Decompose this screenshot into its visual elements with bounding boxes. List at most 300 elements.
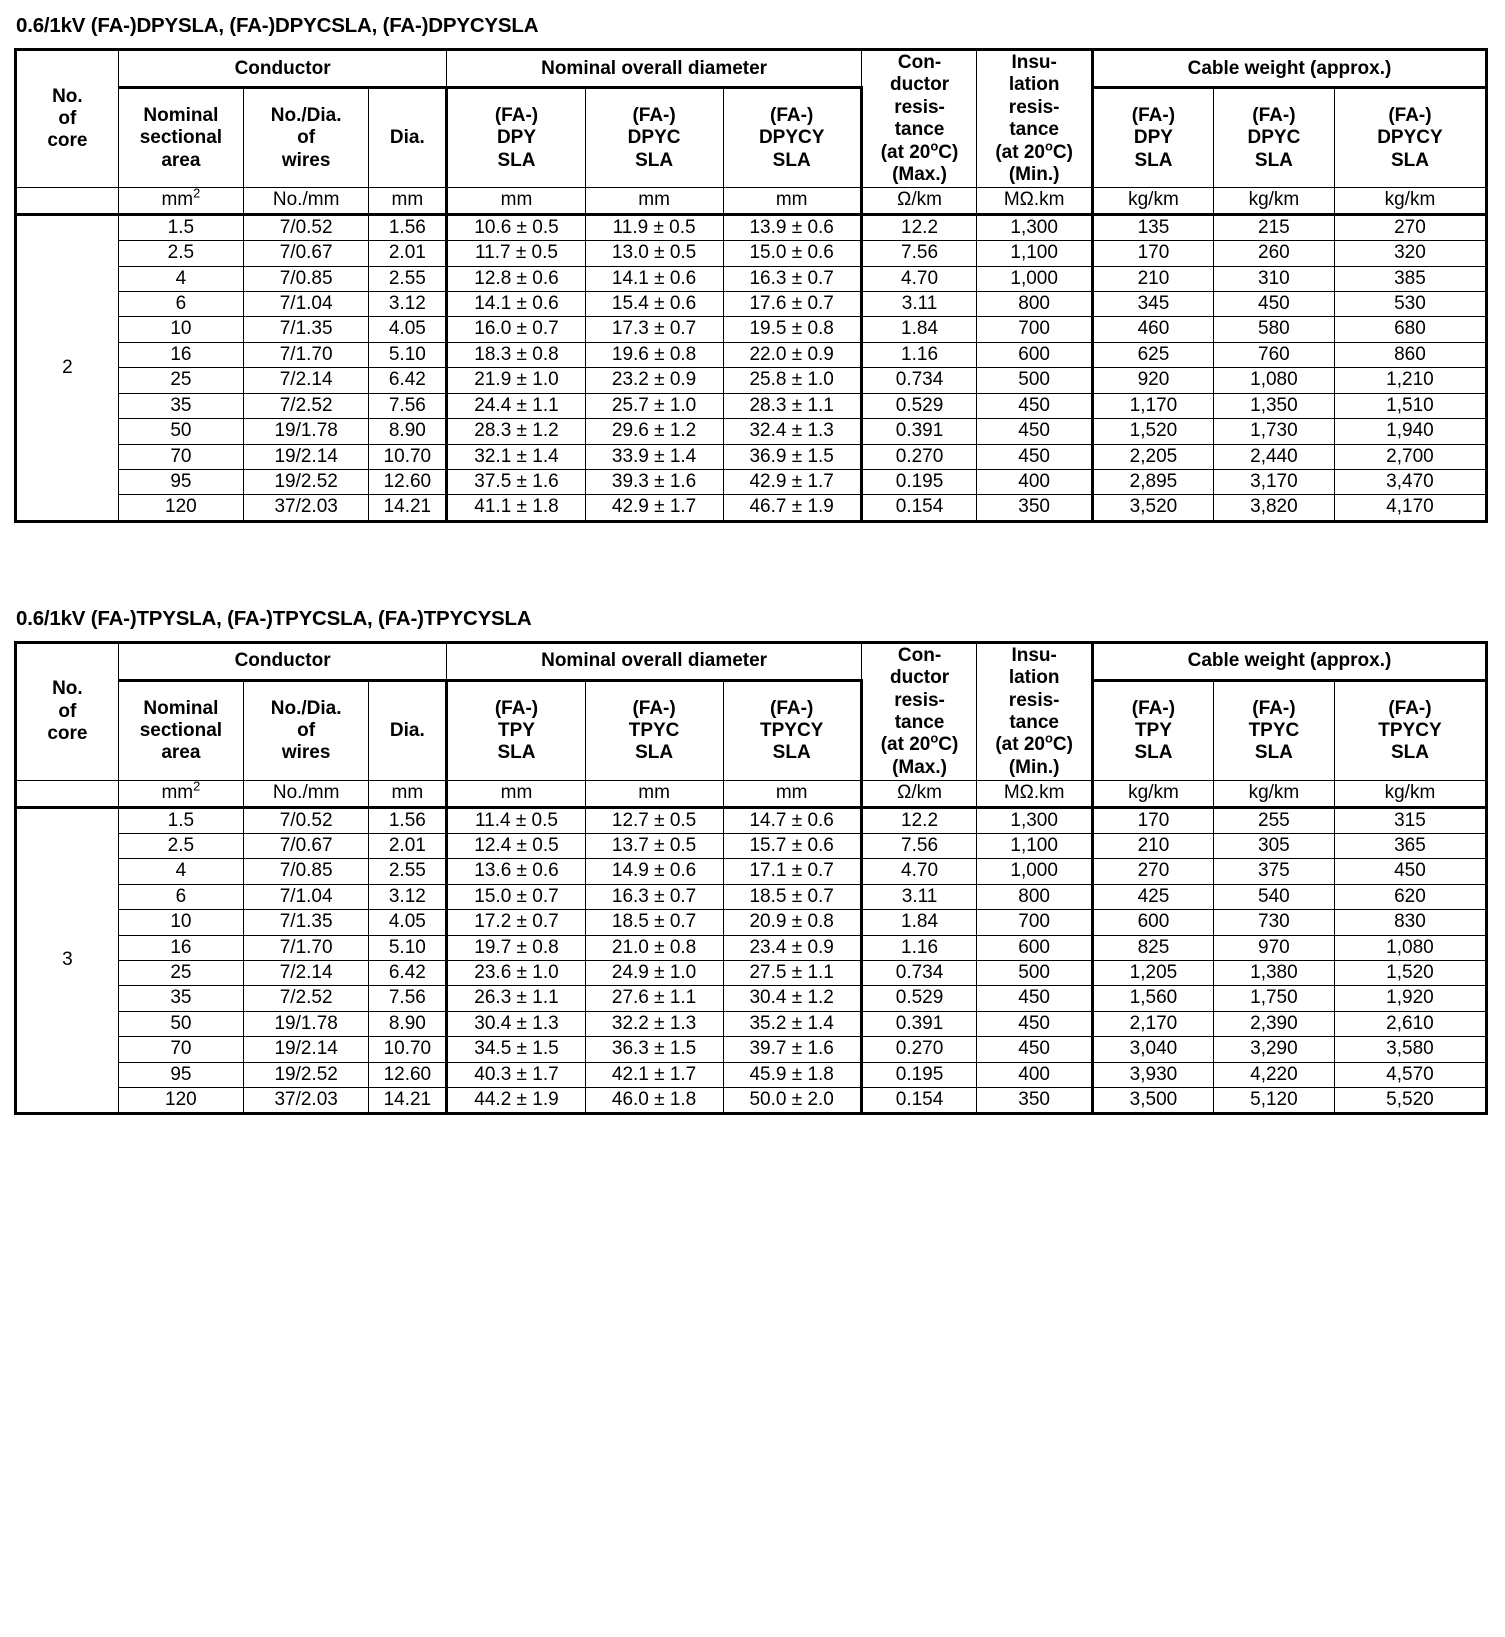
table-row bbox=[16, 1011, 1487, 1036]
cell-conductor-resistance: 0.154 bbox=[861, 1088, 977, 1114]
cell-nominal-sectional-area: 95 bbox=[118, 469, 243, 494]
header-od-dpysla: (FA-) DPY SLA bbox=[447, 88, 585, 188]
cell-od-1: 19.7 ± 0.8 bbox=[447, 935, 585, 960]
header-weight-dpysla: (FA-) DPY SLA bbox=[1092, 88, 1213, 188]
unit-wires: No./mm bbox=[244, 781, 369, 807]
header-dia: Dia. bbox=[369, 88, 447, 188]
table-row bbox=[16, 859, 1487, 884]
unit-od3: mm bbox=[723, 188, 861, 214]
cell-od-2: 21.0 ± 0.8 bbox=[585, 935, 723, 960]
table-units-row bbox=[16, 781, 1487, 807]
header-conductor-resistance: Con- ductor resis- tance (at 20$^o$C) (Max.) bbox=[861, 642, 977, 780]
unit-weight2: kg/km bbox=[1213, 781, 1334, 807]
cell-od-2: 11.9 ± 0.5 bbox=[585, 214, 723, 240]
cell-insulation-resistance: 600 bbox=[977, 342, 1093, 367]
cell-insulation-resistance: 1,000 bbox=[977, 859, 1093, 884]
table-body-dpysla bbox=[16, 214, 1487, 521]
cell-weight-1: 460 bbox=[1092, 317, 1213, 342]
cell-od-2: 23.2 ± 0.9 bbox=[585, 368, 723, 393]
cell-weight-2: 1,750 bbox=[1213, 986, 1334, 1011]
header-od-dpycysla: (FA-) DPYCY SLA bbox=[723, 88, 861, 188]
cell-weight-3: 1,520 bbox=[1334, 961, 1486, 986]
cell-weight-1: 210 bbox=[1092, 833, 1213, 858]
header-group-conductor: Conductor bbox=[118, 50, 447, 88]
cell-weight-1: 1,205 bbox=[1092, 961, 1213, 986]
cell-dia: 10.70 bbox=[369, 1037, 447, 1062]
cell-od-3: 50.0 ± 2.0 bbox=[723, 1088, 861, 1114]
cell-no-of-core: 2 bbox=[16, 214, 119, 521]
cell-weight-1: 1,170 bbox=[1092, 393, 1213, 418]
cable-spec-table-tpysla bbox=[14, 641, 1488, 1116]
cell-nominal-sectional-area: 35 bbox=[118, 393, 243, 418]
cell-no-dia-of-wires: 7/0.67 bbox=[244, 833, 369, 858]
cell-weight-3: 3,470 bbox=[1334, 469, 1486, 494]
cell-insulation-resistance: 450 bbox=[977, 986, 1093, 1011]
cell-nominal-sectional-area: 16 bbox=[118, 935, 243, 960]
cell-dia: 14.21 bbox=[369, 495, 447, 521]
cell-weight-3: 4,570 bbox=[1334, 1062, 1486, 1087]
header-no-dia-of-wires: No./Dia. of wires bbox=[244, 681, 369, 781]
cell-insulation-resistance: 350 bbox=[977, 1088, 1093, 1114]
cell-od-3: 15.0 ± 0.6 bbox=[723, 241, 861, 266]
unit-weight3: kg/km bbox=[1334, 781, 1486, 807]
cell-od-1: 14.1 ± 0.6 bbox=[447, 292, 585, 317]
unit-core bbox=[16, 188, 119, 214]
cell-od-1: 30.4 ± 1.3 bbox=[447, 1011, 585, 1036]
cell-nominal-sectional-area: 1.5 bbox=[118, 214, 243, 240]
cell-od-2: 32.2 ± 1.3 bbox=[585, 1011, 723, 1036]
cell-conductor-resistance: 4.70 bbox=[861, 859, 977, 884]
table-row bbox=[16, 833, 1487, 858]
cell-weight-1: 2,205 bbox=[1092, 444, 1213, 469]
cell-weight-1: 270 bbox=[1092, 859, 1213, 884]
cell-weight-2: 450 bbox=[1213, 292, 1334, 317]
cell-dia: 8.90 bbox=[369, 1011, 447, 1036]
header-group-cable-weight: Cable weight (approx.) bbox=[1092, 642, 1486, 680]
cell-conductor-resistance: 1.16 bbox=[861, 935, 977, 960]
header-weight-dpycsla: (FA-) DPYC SLA bbox=[1213, 88, 1334, 188]
cell-nominal-sectional-area: 50 bbox=[118, 1011, 243, 1036]
cell-od-3: 39.7 ± 1.6 bbox=[723, 1037, 861, 1062]
table-row bbox=[16, 495, 1487, 521]
unit-od3: mm bbox=[723, 781, 861, 807]
cell-weight-3: 450 bbox=[1334, 859, 1486, 884]
cell-insulation-resistance: 450 bbox=[977, 419, 1093, 444]
cell-od-3: 17.6 ± 0.7 bbox=[723, 292, 861, 317]
cell-nominal-sectional-area: 95 bbox=[118, 1062, 243, 1087]
table-row bbox=[16, 986, 1487, 1011]
cell-od-2: 12.7 ± 0.5 bbox=[585, 807, 723, 833]
cell-dia: 1.56 bbox=[369, 214, 447, 240]
cell-od-1: 10.6 ± 0.5 bbox=[447, 214, 585, 240]
cell-dia: 4.05 bbox=[369, 317, 447, 342]
header-no-of-core: No. of core bbox=[16, 642, 119, 780]
cell-od-2: 33.9 ± 1.4 bbox=[585, 444, 723, 469]
cell-od-1: 34.5 ± 1.5 bbox=[447, 1037, 585, 1062]
cell-od-3: 36.9 ± 1.5 bbox=[723, 444, 861, 469]
cell-od-2: 14.9 ± 0.6 bbox=[585, 859, 723, 884]
cell-od-3: 17.1 ± 0.7 bbox=[723, 859, 861, 884]
cell-weight-2: 5,120 bbox=[1213, 1088, 1334, 1114]
cell-od-1: 40.3 ± 1.7 bbox=[447, 1062, 585, 1087]
table-row bbox=[16, 910, 1487, 935]
cell-od-1: 13.6 ± 0.6 bbox=[447, 859, 585, 884]
cell-weight-1: 1,560 bbox=[1092, 986, 1213, 1011]
cell-insulation-resistance: 800 bbox=[977, 292, 1093, 317]
cable-spec-table-dpysla bbox=[14, 48, 1488, 523]
cell-od-3: 16.3 ± 0.7 bbox=[723, 266, 861, 291]
cell-insulation-resistance: 1,000 bbox=[977, 266, 1093, 291]
cell-dia: 14.21 bbox=[369, 1088, 447, 1114]
cell-conductor-resistance: 7.56 bbox=[861, 241, 977, 266]
cell-no-dia-of-wires: 19/2.14 bbox=[244, 444, 369, 469]
cell-no-dia-of-wires: 7/2.52 bbox=[244, 986, 369, 1011]
cell-dia: 6.42 bbox=[369, 961, 447, 986]
cell-weight-3: 1,080 bbox=[1334, 935, 1486, 960]
cell-od-3: 35.2 ± 1.4 bbox=[723, 1011, 861, 1036]
cell-dia: 2.01 bbox=[369, 241, 447, 266]
cell-weight-2: 215 bbox=[1213, 214, 1334, 240]
cell-dia: 5.10 bbox=[369, 342, 447, 367]
cell-weight-3: 320 bbox=[1334, 241, 1486, 266]
cell-weight-2: 3,290 bbox=[1213, 1037, 1334, 1062]
cell-od-2: 25.7 ± 1.0 bbox=[585, 393, 723, 418]
cell-nominal-sectional-area: 4 bbox=[118, 266, 243, 291]
cell-od-3: 14.7 ± 0.6 bbox=[723, 807, 861, 833]
cell-weight-1: 135 bbox=[1092, 214, 1213, 240]
table-row bbox=[16, 935, 1487, 960]
cell-od-2: 24.9 ± 1.0 bbox=[585, 961, 723, 986]
cell-weight-2: 1,380 bbox=[1213, 961, 1334, 986]
table-row bbox=[16, 884, 1487, 909]
unit-area: $mm^2$ bbox=[118, 781, 243, 807]
cell-od-3: 18.5 ± 0.7 bbox=[723, 884, 861, 909]
cell-weight-2: 580 bbox=[1213, 317, 1334, 342]
cell-od-3: 45.9 ± 1.8 bbox=[723, 1062, 861, 1087]
cell-od-2: 15.4 ± 0.6 bbox=[585, 292, 723, 317]
cell-weight-2: 3,820 bbox=[1213, 495, 1334, 521]
cell-weight-2: 970 bbox=[1213, 935, 1334, 960]
cell-od-3: 19.5 ± 0.8 bbox=[723, 317, 861, 342]
cell-nominal-sectional-area: 6 bbox=[118, 884, 243, 909]
cell-conductor-resistance: 0.734 bbox=[861, 368, 977, 393]
cell-od-2: 13.7 ± 0.5 bbox=[585, 833, 723, 858]
cell-no-dia-of-wires: 19/1.78 bbox=[244, 419, 369, 444]
cell-no-dia-of-wires: 19/2.14 bbox=[244, 1037, 369, 1062]
cell-conductor-resistance: 0.529 bbox=[861, 393, 977, 418]
cell-od-2: 46.0 ± 1.8 bbox=[585, 1088, 723, 1114]
header-insulation-resistance: Insu- lation resis- tance (at 20$^o$C) (Min.) bbox=[977, 642, 1093, 780]
cell-od-2: 19.6 ± 0.8 bbox=[585, 342, 723, 367]
cell-od-2: 16.3 ± 0.7 bbox=[585, 884, 723, 909]
cell-insulation-resistance: 400 bbox=[977, 1062, 1093, 1087]
table-row bbox=[16, 266, 1487, 291]
cell-nominal-sectional-area: 35 bbox=[118, 986, 243, 1011]
cell-nominal-sectional-area: 2.5 bbox=[118, 833, 243, 858]
cell-insulation-resistance: 1,300 bbox=[977, 214, 1093, 240]
cell-od-2: 36.3 ± 1.5 bbox=[585, 1037, 723, 1062]
cell-nominal-sectional-area: 25 bbox=[118, 961, 243, 986]
cell-weight-1: 625 bbox=[1092, 342, 1213, 367]
table-row bbox=[16, 317, 1487, 342]
unit-area: $mm^2$ bbox=[118, 188, 243, 214]
cell-weight-3: 3,580 bbox=[1334, 1037, 1486, 1062]
cell-conductor-resistance: 0.734 bbox=[861, 961, 977, 986]
cell-od-1: 18.3 ± 0.8 bbox=[447, 342, 585, 367]
cell-nominal-sectional-area: 4 bbox=[118, 859, 243, 884]
header-od-tpysla: (FA-) TPY SLA bbox=[447, 681, 585, 781]
unit-wires: No./mm bbox=[244, 188, 369, 214]
header-no-dia-of-wires: No./Dia. of wires bbox=[244, 88, 369, 188]
unit-od2: mm bbox=[585, 781, 723, 807]
cell-weight-2: 540 bbox=[1213, 884, 1334, 909]
cell-dia: 2.55 bbox=[369, 859, 447, 884]
cell-weight-1: 600 bbox=[1092, 910, 1213, 935]
cell-od-1: 37.5 ± 1.6 bbox=[447, 469, 585, 494]
cell-od-2: 18.5 ± 0.7 bbox=[585, 910, 723, 935]
cell-weight-3: 5,520 bbox=[1334, 1088, 1486, 1114]
cell-no-dia-of-wires: 7/1.70 bbox=[244, 342, 369, 367]
cell-conductor-resistance: 12.2 bbox=[861, 214, 977, 240]
cell-od-1: 11.4 ± 0.5 bbox=[447, 807, 585, 833]
table-header-sub-row bbox=[16, 88, 1487, 188]
cell-od-3: 28.3 ± 1.1 bbox=[723, 393, 861, 418]
table-body-tpysla bbox=[16, 807, 1487, 1114]
table-row bbox=[16, 342, 1487, 367]
cell-no-dia-of-wires: 7/1.35 bbox=[244, 910, 369, 935]
cell-conductor-resistance: 3.11 bbox=[861, 884, 977, 909]
cell-nominal-sectional-area: 120 bbox=[118, 1088, 243, 1114]
cell-no-dia-of-wires: 37/2.03 bbox=[244, 1088, 369, 1114]
cell-dia: 7.56 bbox=[369, 986, 447, 1011]
unit-dia: mm bbox=[369, 188, 447, 214]
cell-weight-2: 375 bbox=[1213, 859, 1334, 884]
cell-insulation-resistance: 1,100 bbox=[977, 833, 1093, 858]
cell-no-dia-of-wires: 7/2.14 bbox=[244, 961, 369, 986]
cell-weight-1: 2,895 bbox=[1092, 469, 1213, 494]
unit-weight2: kg/km bbox=[1213, 188, 1334, 214]
cell-nominal-sectional-area: 1.5 bbox=[118, 807, 243, 833]
cell-dia: 12.60 bbox=[369, 469, 447, 494]
cell-od-1: 21.9 ± 1.0 bbox=[447, 368, 585, 393]
cell-weight-1: 170 bbox=[1092, 807, 1213, 833]
cell-conductor-resistance: 1.84 bbox=[861, 910, 977, 935]
section-title-tpysla: 0.6/1kV (FA-)TPYSLA, (FA-)TPYCSLA, (FA-)TPYCYSLA bbox=[16, 606, 532, 630]
unit-weight1: kg/km bbox=[1092, 781, 1213, 807]
unit-weight3: kg/km bbox=[1334, 188, 1486, 214]
cell-dia: 7.56 bbox=[369, 393, 447, 418]
cell-conductor-resistance: 0.195 bbox=[861, 469, 977, 494]
cell-weight-2: 2,390 bbox=[1213, 1011, 1334, 1036]
cell-weight-3: 1,920 bbox=[1334, 986, 1486, 1011]
cell-conductor-resistance: 1.16 bbox=[861, 342, 977, 367]
cell-insulation-resistance: 1,300 bbox=[977, 807, 1093, 833]
unit-od1: mm bbox=[447, 188, 585, 214]
cell-od-3: 20.9 ± 0.8 bbox=[723, 910, 861, 935]
cell-od-1: 12.8 ± 0.6 bbox=[447, 266, 585, 291]
cell-weight-3: 2,610 bbox=[1334, 1011, 1486, 1036]
cell-no-dia-of-wires: 7/1.70 bbox=[244, 935, 369, 960]
cell-od-2: 17.3 ± 0.7 bbox=[585, 317, 723, 342]
cell-weight-2: 760 bbox=[1213, 342, 1334, 367]
cell-weight-1: 920 bbox=[1092, 368, 1213, 393]
cell-weight-2: 4,220 bbox=[1213, 1062, 1334, 1087]
cell-weight-1: 3,930 bbox=[1092, 1062, 1213, 1087]
cell-weight-3: 385 bbox=[1334, 266, 1486, 291]
cell-nominal-sectional-area: 120 bbox=[118, 495, 243, 521]
cell-od-2: 27.6 ± 1.1 bbox=[585, 986, 723, 1011]
cell-weight-1: 3,520 bbox=[1092, 495, 1213, 521]
table-header-group-row bbox=[16, 50, 1487, 88]
cell-od-1: 24.4 ± 1.1 bbox=[447, 393, 585, 418]
cell-od-2: 29.6 ± 1.2 bbox=[585, 419, 723, 444]
cell-weight-3: 530 bbox=[1334, 292, 1486, 317]
cell-no-dia-of-wires: 19/2.52 bbox=[244, 1062, 369, 1087]
table-row bbox=[16, 1062, 1487, 1087]
cell-weight-2: 260 bbox=[1213, 241, 1334, 266]
table-row bbox=[16, 368, 1487, 393]
cell-insulation-resistance: 1,100 bbox=[977, 241, 1093, 266]
cell-insulation-resistance: 500 bbox=[977, 961, 1093, 986]
cell-od-3: 22.0 ± 0.9 bbox=[723, 342, 861, 367]
cell-no-dia-of-wires: 7/2.52 bbox=[244, 393, 369, 418]
cell-weight-2: 730 bbox=[1213, 910, 1334, 935]
cell-insulation-resistance: 800 bbox=[977, 884, 1093, 909]
cell-insulation-resistance: 500 bbox=[977, 368, 1093, 393]
cell-od-3: 25.8 ± 1.0 bbox=[723, 368, 861, 393]
cell-conductor-resistance: 0.529 bbox=[861, 986, 977, 1011]
header-group-cable-weight: Cable weight (approx.) bbox=[1092, 50, 1486, 88]
cell-nominal-sectional-area: 70 bbox=[118, 1037, 243, 1062]
cell-weight-3: 270 bbox=[1334, 214, 1486, 240]
section-title-dpysla: 0.6/1kV (FA-)DPYSLA, (FA-)DPYCSLA, (FA-)DPYCYSLA bbox=[16, 14, 539, 37]
cell-no-dia-of-wires: 7/0.67 bbox=[244, 241, 369, 266]
cell-weight-3: 830 bbox=[1334, 910, 1486, 935]
cell-conductor-resistance: 0.270 bbox=[861, 444, 977, 469]
header-dia: Dia. bbox=[369, 681, 447, 781]
cell-no-dia-of-wires: 19/1.78 bbox=[244, 1011, 369, 1036]
cell-od-2: 42.1 ± 1.7 bbox=[585, 1062, 723, 1087]
cell-weight-2: 305 bbox=[1213, 833, 1334, 858]
header-group-nominal-overall-diameter: Nominal overall diameter bbox=[447, 642, 861, 680]
cell-od-1: 41.1 ± 1.8 bbox=[447, 495, 585, 521]
cell-no-dia-of-wires: 7/1.04 bbox=[244, 884, 369, 909]
unit-insulation-resistance: MΩ.km bbox=[977, 781, 1093, 807]
cell-nominal-sectional-area: 2.5 bbox=[118, 241, 243, 266]
cell-weight-1: 170 bbox=[1092, 241, 1213, 266]
cell-dia: 12.60 bbox=[369, 1062, 447, 1087]
cell-no-dia-of-wires: 7/0.85 bbox=[244, 859, 369, 884]
cell-dia: 4.05 bbox=[369, 910, 447, 935]
cell-od-3: 42.9 ± 1.7 bbox=[723, 469, 861, 494]
cell-weight-1: 2,170 bbox=[1092, 1011, 1213, 1036]
cell-insulation-resistance: 400 bbox=[977, 469, 1093, 494]
cell-od-3: 15.7 ± 0.6 bbox=[723, 833, 861, 858]
cell-conductor-resistance: 12.2 bbox=[861, 807, 977, 833]
cell-od-3: 32.4 ± 1.3 bbox=[723, 419, 861, 444]
cell-weight-1: 425 bbox=[1092, 884, 1213, 909]
header-weight-dpycysla: (FA-) DPYCY SLA bbox=[1334, 88, 1486, 188]
cell-weight-3: 1,940 bbox=[1334, 419, 1486, 444]
cell-weight-3: 365 bbox=[1334, 833, 1486, 858]
table-row bbox=[16, 292, 1487, 317]
cell-dia: 5.10 bbox=[369, 935, 447, 960]
cell-od-2: 13.0 ± 0.5 bbox=[585, 241, 723, 266]
cell-weight-2: 255 bbox=[1213, 807, 1334, 833]
cell-od-1: 23.6 ± 1.0 bbox=[447, 961, 585, 986]
unit-conductor-resistance: Ω/km bbox=[861, 188, 977, 214]
table-row bbox=[16, 444, 1487, 469]
header-group-nominal-overall-diameter: Nominal overall diameter bbox=[447, 50, 861, 88]
header-weight-tpysla: (FA-) TPY SLA bbox=[1092, 681, 1213, 781]
cell-weight-2: 2,440 bbox=[1213, 444, 1334, 469]
cell-od-2: 14.1 ± 0.6 bbox=[585, 266, 723, 291]
cell-od-3: 27.5 ± 1.1 bbox=[723, 961, 861, 986]
cell-weight-1: 3,500 bbox=[1092, 1088, 1213, 1114]
table-header-sub-row bbox=[16, 681, 1487, 781]
cell-no-dia-of-wires: 7/1.35 bbox=[244, 317, 369, 342]
cell-no-dia-of-wires: 7/2.14 bbox=[244, 368, 369, 393]
cell-no-dia-of-wires: 7/0.52 bbox=[244, 214, 369, 240]
cell-insulation-resistance: 450 bbox=[977, 1037, 1093, 1062]
cell-dia: 2.01 bbox=[369, 833, 447, 858]
cell-nominal-sectional-area: 50 bbox=[118, 419, 243, 444]
header-od-tpycysla: (FA-) TPYCY SLA bbox=[723, 681, 861, 781]
cell-od-1: 28.3 ± 1.2 bbox=[447, 419, 585, 444]
cell-weight-3: 4,170 bbox=[1334, 495, 1486, 521]
header-no-of-core: No. of core bbox=[16, 50, 119, 188]
cell-dia: 6.42 bbox=[369, 368, 447, 393]
table-row bbox=[16, 807, 1487, 833]
cell-no-dia-of-wires: 7/1.04 bbox=[244, 292, 369, 317]
unit-conductor-resistance: Ω/km bbox=[861, 781, 977, 807]
cell-od-1: 11.7 ± 0.5 bbox=[447, 241, 585, 266]
header-od-tpycsla: (FA-) TPYC SLA bbox=[585, 681, 723, 781]
unit-core bbox=[16, 781, 119, 807]
header-nominal-sectional-area: Nominal sectional area bbox=[118, 681, 243, 781]
cell-od-1: 15.0 ± 0.7 bbox=[447, 884, 585, 909]
cell-od-1: 32.1 ± 1.4 bbox=[447, 444, 585, 469]
header-insulation-resistance: Insu- lation resis- tance (at 20$^o$C) (Min.) bbox=[977, 50, 1093, 188]
cell-conductor-resistance: 1.84 bbox=[861, 317, 977, 342]
cell-weight-2: 310 bbox=[1213, 266, 1334, 291]
header-nominal-sectional-area: Nominal sectional area bbox=[118, 88, 243, 188]
header-od-dpycsla: (FA-) DPYC SLA bbox=[585, 88, 723, 188]
unit-od1: mm bbox=[447, 781, 585, 807]
cell-conductor-resistance: 0.391 bbox=[861, 419, 977, 444]
cell-weight-1: 3,040 bbox=[1092, 1037, 1213, 1062]
table-row bbox=[16, 214, 1487, 240]
cell-od-1: 17.2 ± 0.7 bbox=[447, 910, 585, 935]
table-row bbox=[16, 1088, 1487, 1114]
cell-dia: 1.56 bbox=[369, 807, 447, 833]
cell-nominal-sectional-area: 25 bbox=[118, 368, 243, 393]
unit-dia: mm bbox=[369, 781, 447, 807]
cell-nominal-sectional-area: 10 bbox=[118, 910, 243, 935]
cell-dia: 3.12 bbox=[369, 884, 447, 909]
cell-no-dia-of-wires: 37/2.03 bbox=[244, 495, 369, 521]
cell-nominal-sectional-area: 16 bbox=[118, 342, 243, 367]
table-row bbox=[16, 469, 1487, 494]
cell-od-3: 23.4 ± 0.9 bbox=[723, 935, 861, 960]
cell-weight-3: 1,510 bbox=[1334, 393, 1486, 418]
table-row bbox=[16, 393, 1487, 418]
cell-od-1: 44.2 ± 1.9 bbox=[447, 1088, 585, 1114]
cell-conductor-resistance: 0.195 bbox=[861, 1062, 977, 1087]
cell-insulation-resistance: 700 bbox=[977, 317, 1093, 342]
cell-conductor-resistance: 0.270 bbox=[861, 1037, 977, 1062]
cell-nominal-sectional-area: 6 bbox=[118, 292, 243, 317]
